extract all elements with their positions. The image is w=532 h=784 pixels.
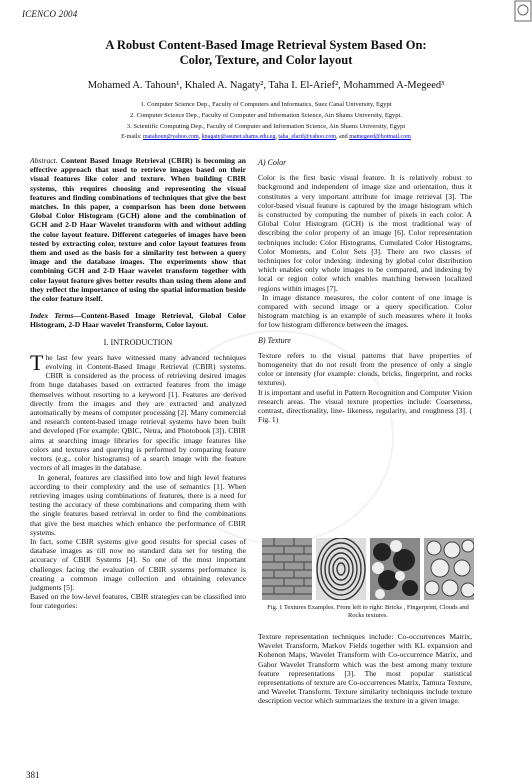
drop-cap: T [30, 349, 44, 375]
affiliation-2: 2. Computer Science Dep., Faculty of Computer and Information Science, Ain Shams University, Egypt. [130, 112, 402, 119]
intro-paragraph-4: Based on the low-level features, CBIR strategies can be classified into four categories: [30, 592, 246, 611]
texture-paragraph-3: Texture representation techniques include: Co-occurrences Matrix, Wavelet Transform, Markov Fields together with KL expansion and Kohenon Maps, Wavelet Transform with Co-occurrence Matrix, and Gabor Wavelet Transform which was the best among many texture feature representations [3]. The most popular statistical representations of texture are Co-occurrences Matrix, Tamura Texture, and Wavelet Transform. Texture similarity techniques include texture description vector which summarizes the texture in a given image. [258, 632, 472, 706]
rocks-texture-image [424, 538, 474, 600]
intro-paragraph-3: In fact, some CBIR systems give good results for special cases of database images as till now no standard data set for testing the accuracy of CBIR Systems [4]. So one of the most important challenges facing the evaluation of CBIR systems performance is creating a common image collection and obtaining relevance judgments [5]. [30, 536, 246, 592]
intro-paragraph-1: The last few years have witnessed many advanced techniques evolving in Content-Based Image Retrieval (CBIR) systems. CBIR is considered as the process of retrieving desired images from huge databases based on extracted features from the image themselves without resorting to a keyword [1]. Features are derived directly from the images and they are extracted and analyzed automatically by means of computer processing [2]. Many commercial and research content-based image retrieval systems have been built and developed (For example: QBIC, Netra, and Photobook [3]). CBIR aims at searching image libraries for specific image features like colors and textures and querying is performed by comparing feature vectors (e.g., color histograms) of a search image with the feature vectors of all images in the database. [30, 349, 246, 473]
color-paragraph-1: Color is the first basic visual feature. It is relatively robust to background and independent of image size and orientation, thus it constitutes a very important attribute for image retrieval [3]. The color-based visual feature is captured by the image histogram which is constructed by computing the number of pixels in each color. A Global Color Histogram (GCH) is the most traditional way of describing the color property of an image [6]. Color representation techniques include: Color Histograms, Cumulated Color Histograms, Color Moments, and Color Sets [3]. There are two classes of techniques for color indexing: indexing by global color distribution which enables only whole images to be compared, and indexing by local or region color which enables matching between localized regions within images [7]. [258, 173, 472, 293]
paper-title [40, 38, 492, 68]
title-line-2: Color, Texture, and Color layout [179, 53, 353, 67]
bricks-texture-image [262, 538, 312, 600]
abstract: Abstract. Content Based Image Retrieval (CBIR) is becoming an effective approach that used to retrieve images based on their visual features like color and texture. When building CBIR systems, this requires choosing and representing the visual features and finding combinations of techniques that give the best matches. In this paper, a comparison has been done between Global Color Histogram (GCH) alone and the combination of GCH and 2-D Haar Wavelet transform with and without adding the color layout feature. Different categories of images have been tested by extracting color, texture and color layout features from them and used as the basis for a similarity test between a query image and the database images. The experiments show that combining GCH and 2-D Haar wavelet transform together with color layout feature gives better results than using them alone and they reflect the importance of using the spatial information beside the color feature itself. [30, 156, 246, 304]
emails: E-mails: matahoun@yahoo.com, knagaty@asunet.shams.edu.eg, taha_elarif@yahoo.com, and mamegeed@hotmail.com [121, 134, 411, 140]
right-column-lower [258, 632, 472, 706]
index-terms: Index Terms—Content-Based Image Retrieval, Global Color Histogram, 2-D Haar wavelet Transform, Color layout. [30, 311, 247, 330]
left-column [30, 156, 246, 611]
texture-paragraph-1: Texture refers to the visual patterns that have properties of homogeneity that do not result from the presence of only a single color or intensity (for example: clouds, bricks, fingerprint, and rocks textures). [258, 350, 472, 388]
intro-paragraph-2: In general, features are classified into low and high level features according to their complexity and the use of semantics [1]. When retrieving images using combinations of features, there is a need for testing the accuracy of these combinations and comparing them with the single features based retrieval in order to find the combinations that give the best matches which enhance the performance of CBIR systems. [30, 472, 246, 537]
emails-label: E-mails: [121, 134, 142, 140]
subsection-color: A) Color [258, 158, 287, 167]
conference-header: ICENCO 2004 [22, 9, 78, 19]
affiliation-3: 3. Scientific Computing Dep., Faculty of Computer and Information Science, Ain Shams University, Egypt [126, 123, 406, 130]
figure-caption: Fig. 1 Textures Examples. From left to right: Bricks , Fingerprint, Clouds and Rocks textures. [267, 604, 469, 619]
authors: Mohamed A. Tahoun¹, Khaled A. Nagaty², Taha I. El-Arief², Mohammed A-Megeed³ [87, 80, 445, 91]
email-link[interactable]: taha_elarif@yahoo.com [278, 134, 337, 140]
clouds-texture-image [370, 538, 420, 600]
texture-paragraph-2: It is important and useful in Pattern Recognition and Computer Vision research areas. The visual texture properties include: Coarseness, contrast, directionality, line- likeness, regularity, and roughness [3]. ( Fig. 1) [258, 387, 472, 425]
email-link[interactable]: knagaty@asunet.shams.edu.eg [201, 134, 276, 140]
email-link[interactable]: matahoun@yahoo.com [142, 134, 199, 140]
texture-figure [262, 538, 474, 600]
abstract-label: Abstract. [30, 156, 58, 165]
affiliation-1: 1. Computer Science Dep., Faculty of Computers and Informatics, Suez Canal University, Egypt [140, 101, 392, 108]
corner-logo [514, 0, 532, 22]
subsection-texture: B) Texture [258, 335, 291, 345]
right-column [258, 158, 472, 424]
color-paragraph-2: In image distance measures, the color content of one image is compared with second image or a query specification. Color histogram matching is an example of such measures where it looks for low histogram difference between the images. [258, 292, 472, 330]
email-link[interactable]: mamegeed@hotmail.com [349, 134, 411, 140]
page-number: 381 [26, 770, 40, 780]
fingerprint-texture-image [316, 538, 366, 600]
title-line-1: A Robust Content-Based Image Retrieval System Based On: [105, 38, 427, 52]
section-introduction: I. INTRODUCTION [103, 337, 173, 347]
